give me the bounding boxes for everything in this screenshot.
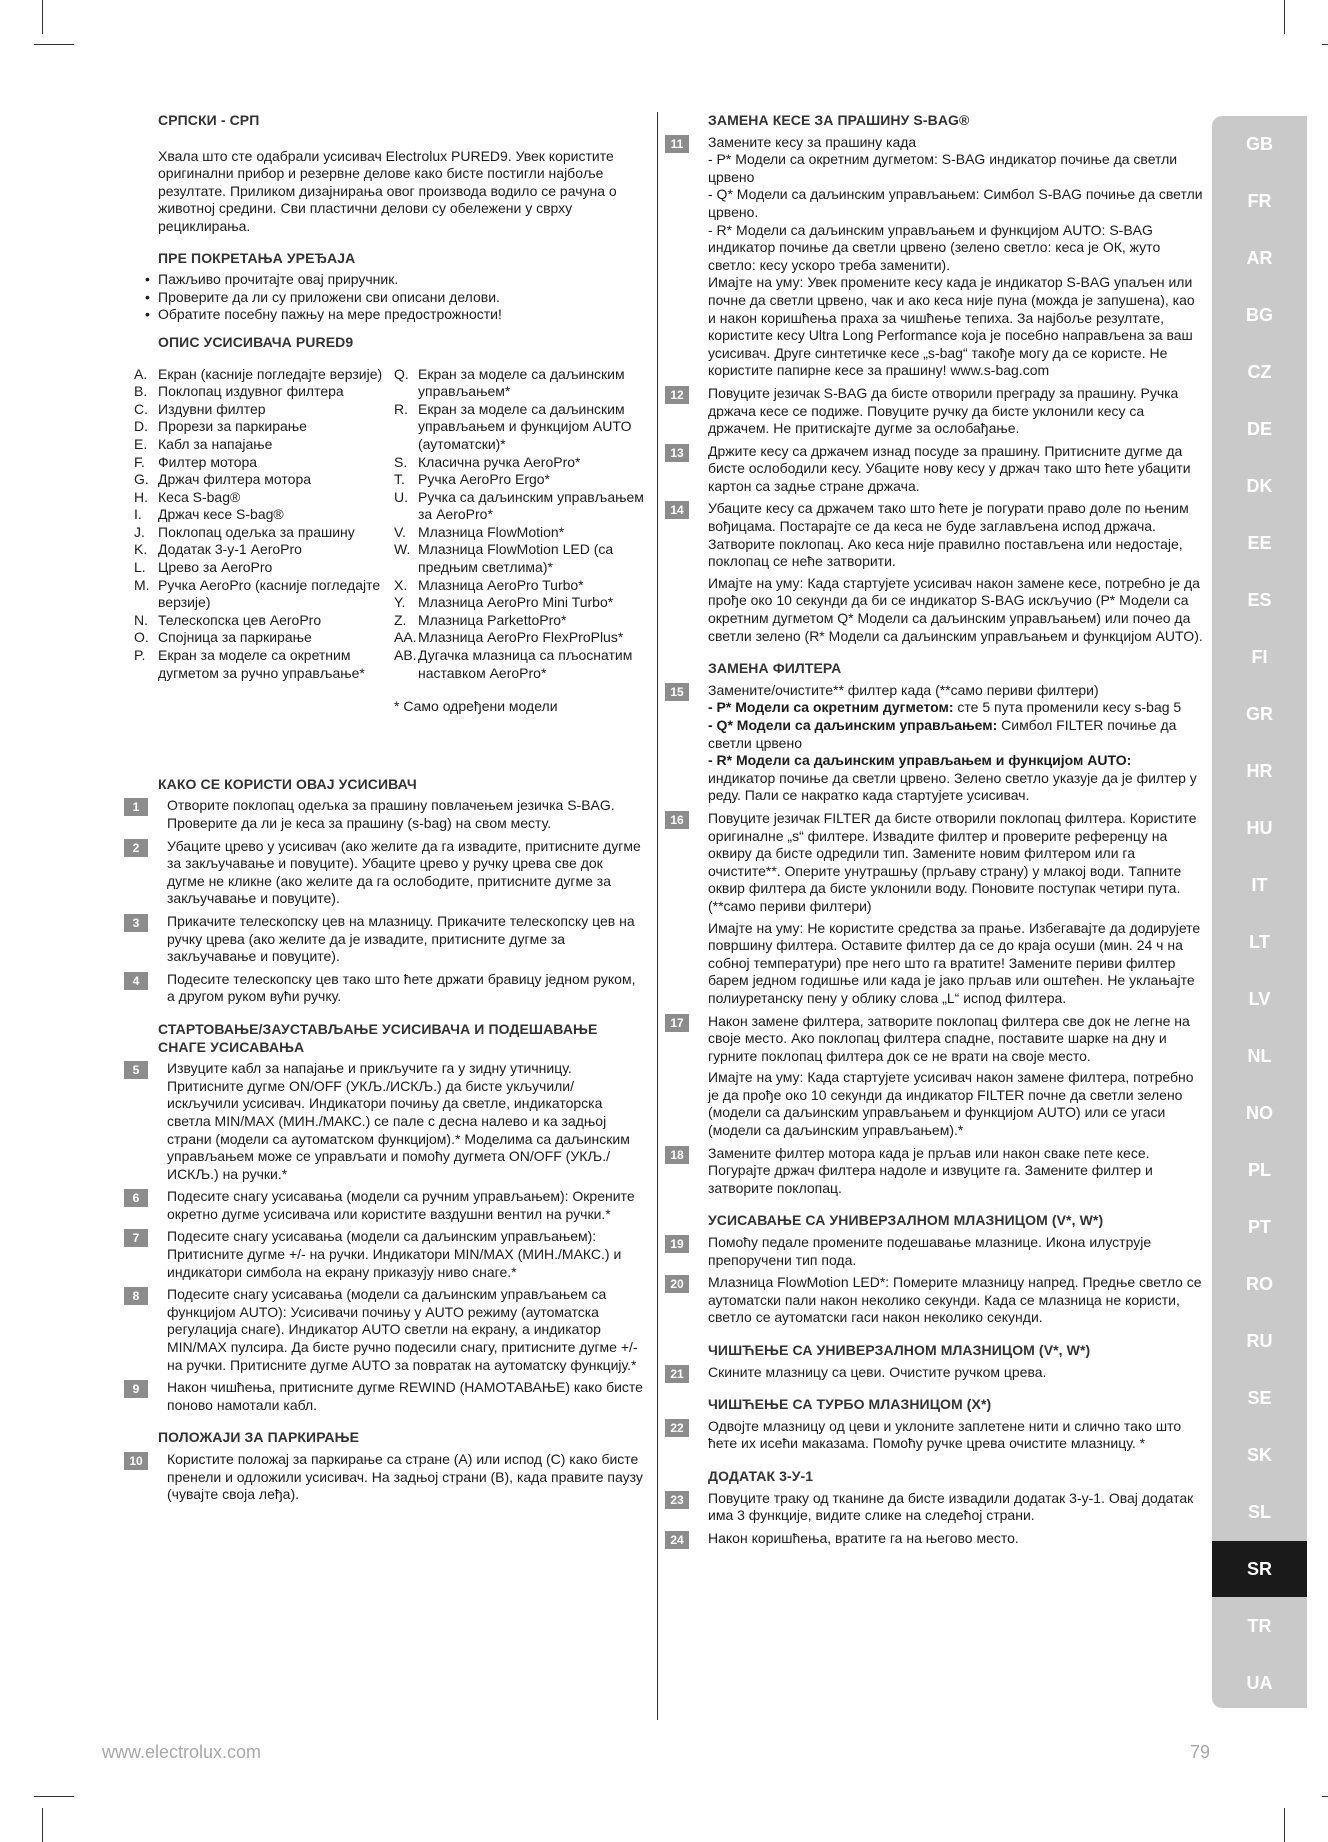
tab-es[interactable]: ES — [1247, 590, 1272, 610]
parts-footnote: * Само одређени модели — [394, 698, 558, 715]
step-number: 17 — [665, 1014, 689, 1032]
part-item: C. Издувни филтер — [134, 400, 266, 417]
step-number: 14 — [665, 501, 689, 519]
step-number: 10 — [124, 1452, 148, 1470]
step-17: 17 Након замене филтера, затворите поклопац филтера све док не легне на своје место. Ако поклопац филтера спадне, поставите шарке на дну и гурните поклопац филтера док се не врати на своје место. Имајте на уму: Када стартујете усисивач након замене филтера, потребно је да прође око 10 секунди да индикатор FILTER почне да светли зелено (модели са даљинским управљањем и функцијом AUTO) или се угаси (модели са даљинским управљањем).* — [665, 1013, 1203, 1140]
part-item: R. Екран за моделе са даљинским управљањем и функцијом AUTO (аутоматски)* — [394, 400, 632, 452]
part-item: J. Поклопац одељка за прашину — [134, 523, 355, 540]
part-item: Z. Млазница ParkettoPro* — [394, 611, 567, 628]
filter-title: ЗАМЕНА ФИЛТЕРА — [708, 660, 842, 677]
footer-url[interactable]: www.electrolux.com — [102, 1742, 262, 1762]
step-13: 13 Држите кесу са држачем изнад посуде за прашину. Притисните дугме да бисте ослободили кесу. Убаците нову кесу у држач тако што ћете убацити картон са задње стране држача. — [665, 443, 1203, 496]
tab-lv[interactable]: LV — [1248, 989, 1271, 1009]
parking-title: ПОЛОЖАЈИ ЗА ПАРКИРАЊЕ — [158, 1429, 360, 1446]
bullet-item: • Проверите да ли су приложени сви описани делови. — [158, 289, 644, 307]
crop-mark — [34, 44, 74, 45]
part-item: N. Телескопска цев AeroPro — [134, 611, 322, 628]
step-22: 22 Одвојте млазницу од цеви и уклоните заплетене нити и слично тако што ћете их исећи маказама. Помоћу ручке црева очистите млазницу. * — [665, 1418, 1203, 1453]
step-5: 5 Извуците кабл за напајање и прикључите га у зидну утичницу. Притисните дугме ON/OFF (УКЉ./ИСКЉ.) да бисте укључили/искључили усисивач. Индикатори почињу да светле, индикаторска светла MIN/MAX (МИН./МАКС.) се пале с десна налево и ка задњој страни (модели са аутоматском функцијом).* Моделима са даљинским управљањем може се управљати и помоћу дугмета ON/OFF (УКЉ./ИСКЉ.) на ручки.* — [124, 1060, 644, 1183]
step-23: 23 Повуците траку од тканине да бисте извадили додатак 3-у-1. Овај додатак има 3 функције, видите слике на следећој страни. — [665, 1490, 1203, 1525]
tab-gr[interactable]: GR — [1246, 704, 1273, 724]
step-1: 1 Отворите поклопац одељка за прашину повлачењем језичка S-BAG. Проверите да ли је кеса за прашину (s-bag) на свом месту. — [124, 797, 644, 832]
clean-universal-title: ЧИШЋЕЊЕ СА УНИВЕРЗАЛНОМ МЛАЗНИЦОМ (V*, W*) — [708, 1342, 1091, 1358]
tab-no[interactable]: NO — [1246, 1103, 1273, 1123]
description-title: ОПИС УСИСИВАЧА PURED9 — [158, 333, 354, 350]
tab-ru[interactable]: RU — [1246, 1331, 1273, 1351]
tab-nl[interactable]: NL — [1247, 1046, 1272, 1066]
start-stop-title: СТАРТОВАЊЕ/ЗАУСТАВЉАЊЕ УСИСИВАЧА И ПОДЕШАВАЊЕ СНАГЕ УСИСАВАЊА — [158, 1020, 598, 1055]
step-number: 20 — [665, 1275, 689, 1293]
bullet-item: • Обратите посебну пажњу на мере предострожности! — [158, 306, 644, 324]
part-item: AB. Дугачка млазница са пљоснатим наставком AeroPro* — [394, 647, 633, 681]
step-24: 24 Након коришћења, вратите га на његово место. — [665, 1530, 1203, 1548]
step-7: 7 Подесите снагу усисавања (модели са даљинским управљањем): Притисните дугме +/- на ручки. Индикатори MIN/MAX (МИН./МАКС.) и индикатори симбола на екрану приказују ниво снаге.* — [124, 1228, 644, 1281]
step-number: 21 — [665, 1365, 689, 1383]
addon-title: ДОДАТАК 3-У-1 — [708, 1467, 814, 1484]
tab-sr[interactable]: SR — [1212, 1541, 1307, 1597]
step-2: 2 Убаците црево у усисивач (ако желите да га извадите, притисните дугме за закључавање и повуците). Убаците црево у ручку црева све док дугме не кликне (ако желите да га ослободите, притисните дугме за закључавање и повуците). — [124, 838, 644, 908]
page-number: 79 — [1190, 1742, 1211, 1762]
part-item: X. Млазница AeroPro Turbo* — [394, 576, 584, 593]
crop-mark — [34, 1796, 74, 1797]
step-12: 12 Повуците језичак S-BAG да бисте отворили преграду за прашину. Ручка држача кесе се подиже. Повуците ручку да бисте уклонили кесу са држачем. Не притискајте дугме за ослобађање. — [665, 385, 1203, 438]
usage-title: КАКО СЕ КОРИСТИ ОВАЈ УСИСИВАЧ — [158, 775, 417, 792]
crop-mark — [1322, 44, 1328, 45]
tab-dk[interactable]: DK — [1246, 476, 1273, 496]
step-number: 6 — [124, 1189, 148, 1207]
step-number: 8 — [124, 1287, 148, 1305]
crop-mark — [1322, 1796, 1328, 1797]
step-number: 7 — [124, 1229, 148, 1247]
part-item: U. Ручка са даљинским управљањем за AeroPro* — [394, 488, 644, 523]
tab-ua[interactable]: UA — [1246, 1673, 1273, 1693]
step-number: 11 — [665, 135, 689, 153]
part-item: I. Држач кесе S-bag® — [134, 506, 284, 523]
part-item: E. Кабл за напајање — [134, 435, 273, 452]
step-4: 4 Подесите телескопску цев тако што ћете држати бравицу једном руком, а другом руком вући ручку. — [124, 971, 644, 1006]
part-item: Y. Млазница AeroPro Mini Turbo* — [394, 594, 614, 611]
section-title: СРПСКИ - СРП — [158, 112, 260, 128]
tab-de[interactable]: DE — [1246, 419, 1272, 439]
part-item: AA. Млазница AeroPro FlexProPlus* — [394, 629, 624, 646]
tab-bg[interactable]: BG — [1246, 305, 1273, 325]
intro-paragraph: Хвала што сте одабрали усисивач Electrolux PURED9. Увек користите оригинални прибор и резервне делове како бисте постигли најбоље резултате. Приликом дизајнирања овог производа водило се рачуна о животној средини. Сви пластични делови су обележени у сврху рециклирања. — [158, 147, 617, 234]
parts-list — [134, 366, 644, 716]
step-number: 22 — [665, 1419, 689, 1437]
part-item: M. Ручка AeroPro (касније погледајте верзије) — [134, 576, 381, 611]
step-18: 18 Замените филтер мотора када је прљав или након сваке пете кесе. Погурајте држач филтера надоле и извуците га. Замените филтер и затворите поклопац. — [665, 1145, 1203, 1198]
step-21: 21 Скините млазницу са цеви. Очистите ручком црева. — [665, 1364, 1203, 1382]
step-19: 19 Помоћу педале промените подешавање млазнице. Икона илуструје препоручени тип пода. — [665, 1234, 1203, 1269]
tab-lt[interactable]: LT — [1249, 932, 1270, 952]
suction-title: УСИСАВАЊЕ СА УНИВЕРЗАЛНОМ МЛАЗНИЦОМ (V*, W*) — [708, 1212, 1104, 1229]
step-14: 14 Убаците кесу са држачем тако што ћете је погурати право доле по њеним вођицама. Постарајте се да кеса не буде заглављена испод држача. Затворите поклопац. Ако кеса није правилно постављена или недостаје, поклопац се неће затворити. Имајте на уму: Када стартујете усисивач након замене кесе, потребно је да прође око 10 секунди да би се индикатор S-BAG искључио (P* Модели са окретним дугметом Q* Модели са даљинским управљањем) или почео да светли зелено (R* Модели са даљинским управљањем и функцијом AUTO). — [665, 500, 1203, 645]
part-item: G. Држач филтера мотора — [134, 471, 312, 488]
step-15: 15 Замените/очистите** филтер када (**само периви филтери) - P* Модели са окретним дугметом: сте 5 пута променили кесу s-bag 5 - Q* Модели са даљинским управљањем: Симбол FILTER почиње да светли црвено - R* Модели са даљинским управљањем и функцијом AUTO: индикатор почиње да светли црвено. Зелено светло указује да је филтер у реду. Пали се накратко када стартујете усисивач. — [665, 682, 1203, 805]
part-item: H. Кеса S-bag® — [134, 488, 241, 505]
crop-mark — [42, 0, 43, 34]
part-item: V. Млазница FlowMotion* — [394, 523, 565, 540]
step-number: 3 — [124, 914, 148, 932]
part-item: S. Класична ручка AeroPro* — [394, 453, 581, 470]
step-3: 3 Прикачите телескопску цев на млазницу. Прикачите телескопску цев на ручку црева (ако желите да је извадите, притисните дугме за закључавање и повуците). — [124, 913, 644, 966]
part-item: A. Екран (касније погледајте верзије) — [134, 365, 383, 382]
step-number: 5 — [124, 1061, 148, 1079]
step-6: 6 Подесите снагу усисавања (модели са ручним управљањем): Окрените окретно дугме усисивача или користите ваздушни вентил на ручки.* — [124, 1188, 644, 1223]
tab-ro[interactable]: RO — [1246, 1274, 1273, 1294]
part-item: L. Црево за AeroPro — [134, 559, 273, 576]
tab-fr[interactable]: FR — [1247, 191, 1272, 211]
step-number: 2 — [124, 839, 148, 857]
tab-ar[interactable]: AR — [1246, 248, 1273, 268]
part-item: W. Млазница FlowMotion LED (са предњим светлима)* — [394, 541, 614, 576]
step-number: 18 — [665, 1146, 689, 1164]
step-number: 13 — [665, 444, 689, 462]
tab-pl[interactable]: PL — [1247, 1160, 1271, 1180]
step-10: 10 Користите положај за паркирање са стране (A) или испод (C) како бисте пренели и одложили усисивач. На задњој страни (B), када правите паузу (чувајте своја леђа). — [124, 1451, 644, 1504]
part-item: D. Прорези за паркирање — [134, 418, 307, 435]
sbag-title: ЗАМЕНА КЕСЕ ЗА ПРАШИНУ S-BAG® — [708, 112, 970, 128]
bullet-item: • Пажљиво прочитајте овај приручник. — [158, 271, 644, 289]
parts-column-2 — [394, 366, 644, 716]
clean-turbo-title: ЧИШЋЕЊЕ СА ТУРБО МЛАЗНИЦОМ (X*) — [708, 1396, 992, 1413]
step-number: 4 — [124, 972, 148, 990]
step-number: 9 — [124, 1380, 148, 1398]
tab-gb[interactable]: GB — [1246, 134, 1273, 154]
tab-se[interactable]: SE — [1247, 1388, 1272, 1408]
crop-mark — [42, 1808, 43, 1842]
language-tabs — [1212, 116, 1307, 1708]
left-column — [124, 112, 644, 1509]
tab-hr[interactable]: HR — [1246, 761, 1273, 781]
tab-cz[interactable]: CZ — [1247, 362, 1272, 382]
step-number: 15 — [665, 683, 689, 701]
tab-fi[interactable]: FI — [1251, 647, 1268, 667]
step-number: 19 — [665, 1235, 689, 1253]
tab-pt[interactable]: PT — [1247, 1217, 1271, 1237]
step-number: 12 — [665, 386, 689, 404]
tab-it[interactable]: IT — [1251, 875, 1268, 895]
tab-tr[interactable]: TR — [1247, 1616, 1272, 1636]
part-item: B. Поклопац издувног филтера — [134, 383, 344, 400]
step-8: 8 Подесите снагу усисавања (модели са даљинским управљањем са функцијом AUTO): Усисивачи почињу у AUTO режиму (аутоматска регулација снаге). Индикатор AUTO светли на екрану, а индикатор MIN/MAX пулсира. Да бисте ручно подесили снагу, притисните дугме +/- на ручки. Притисните дугме AUTO за повратак на аутоматску функцију.* — [124, 1286, 644, 1374]
step-number: 24 — [665, 1531, 689, 1549]
before-start-title: ПРЕ ПОКРЕТАЊА УРЕЂАЈА — [158, 249, 356, 266]
step-9: 9 Након чишћења, притисните дугме REWIND (НАМОТАВАЊЕ) како бисте поново намотали кабл. — [124, 1379, 644, 1414]
part-item: P. Екран за моделе са окретним дугметом за ручно управљање* — [134, 647, 365, 681]
right-column — [665, 112, 1203, 1552]
part-item: K. Додатак 3-у-1 AeroPro — [134, 541, 302, 558]
step-number: 16 — [665, 811, 689, 829]
step-number: 23 — [665, 1491, 689, 1509]
crop-mark — [1284, 0, 1285, 34]
step-number: 1 — [124, 798, 148, 816]
tab-sl[interactable]: SL — [1247, 1502, 1271, 1522]
parts-column-1 — [134, 366, 394, 716]
part-item: F. Филтер мотора — [134, 453, 258, 470]
crop-mark — [1284, 1808, 1285, 1842]
tab-ee[interactable]: EE — [1247, 533, 1272, 553]
step-16: 16 Повуците језичак FILTER да бисте отворили поклопац филтера. Користите оригиналне „s“ филтере. Извадите филтер и проверите референцу на оквиру да бисте одредили тип. Замените новим филтером или га очистите**. Оперите унутрашњу (прљаву страну) у млакој води. Тапните оквир филтера да бисте уклонили воду. Поновите поступак четири пута. (**само периви филтери) Имајте на уму: Не користите средства за прање. Избегавајте да додирујете површину филтера. Оставите филтер да се до краја осуши (мин. 24 ч на собној температури) пре него што га вратите! Замените периви филтер барем једном годишње или када је јако прљав или оштећен. Не уклањајте полиуретанску пену у облику слова „L“ испод филтера. — [665, 810, 1203, 1008]
column-divider — [657, 112, 658, 1720]
tab-hu[interactable]: HU — [1246, 818, 1273, 838]
tab-sk[interactable]: SK — [1246, 1445, 1272, 1465]
step-20: 20 Млазница FlowMotion LED*: Померите млазницу напред. Предње светло се аутоматски пали након неколико секунди. Када се млазница не користи, светло се аутоматски гаси након неколико секунди. — [665, 1274, 1203, 1327]
part-item: O. Спојница за паркирање — [134, 629, 312, 646]
part-item: Q. Екран за моделе са даљинским управљањем* — [394, 365, 625, 400]
part-item: T. Ручка AeroPro Ergo* — [394, 471, 551, 488]
step-11: 11 Замените кесу за прашину када - P* Модели са окретним дугметом: S-BAG индикатор почиње да светли црвено - Q* Модели са даљинским управљањем: Симбол S-BAG почиње да светли црвено. - R* Модели са даљинским управљањем и функцијом AUTO: S-BAG индикатор почиње да светли црвено (зелено светло: кеса је ОК, жуто светло: кесу ускоро треба заменити). Имајте на уму: Увек промените кесу када је индикатор S-BAG упаљен или почне да светли црвено, чак и ако кеса није пуна (можда је запушена), као и након коришћења праха за чишћење тепиха. За најбоље резултате, користите кесу Ultra Long Performance која је посебно направљена за ваш усисивач. Друге синтетичке кесе „s-bag“ такође могу да се користе. Не користите папирне кесе за прашину! www.s-bag.com — [665, 134, 1203, 380]
